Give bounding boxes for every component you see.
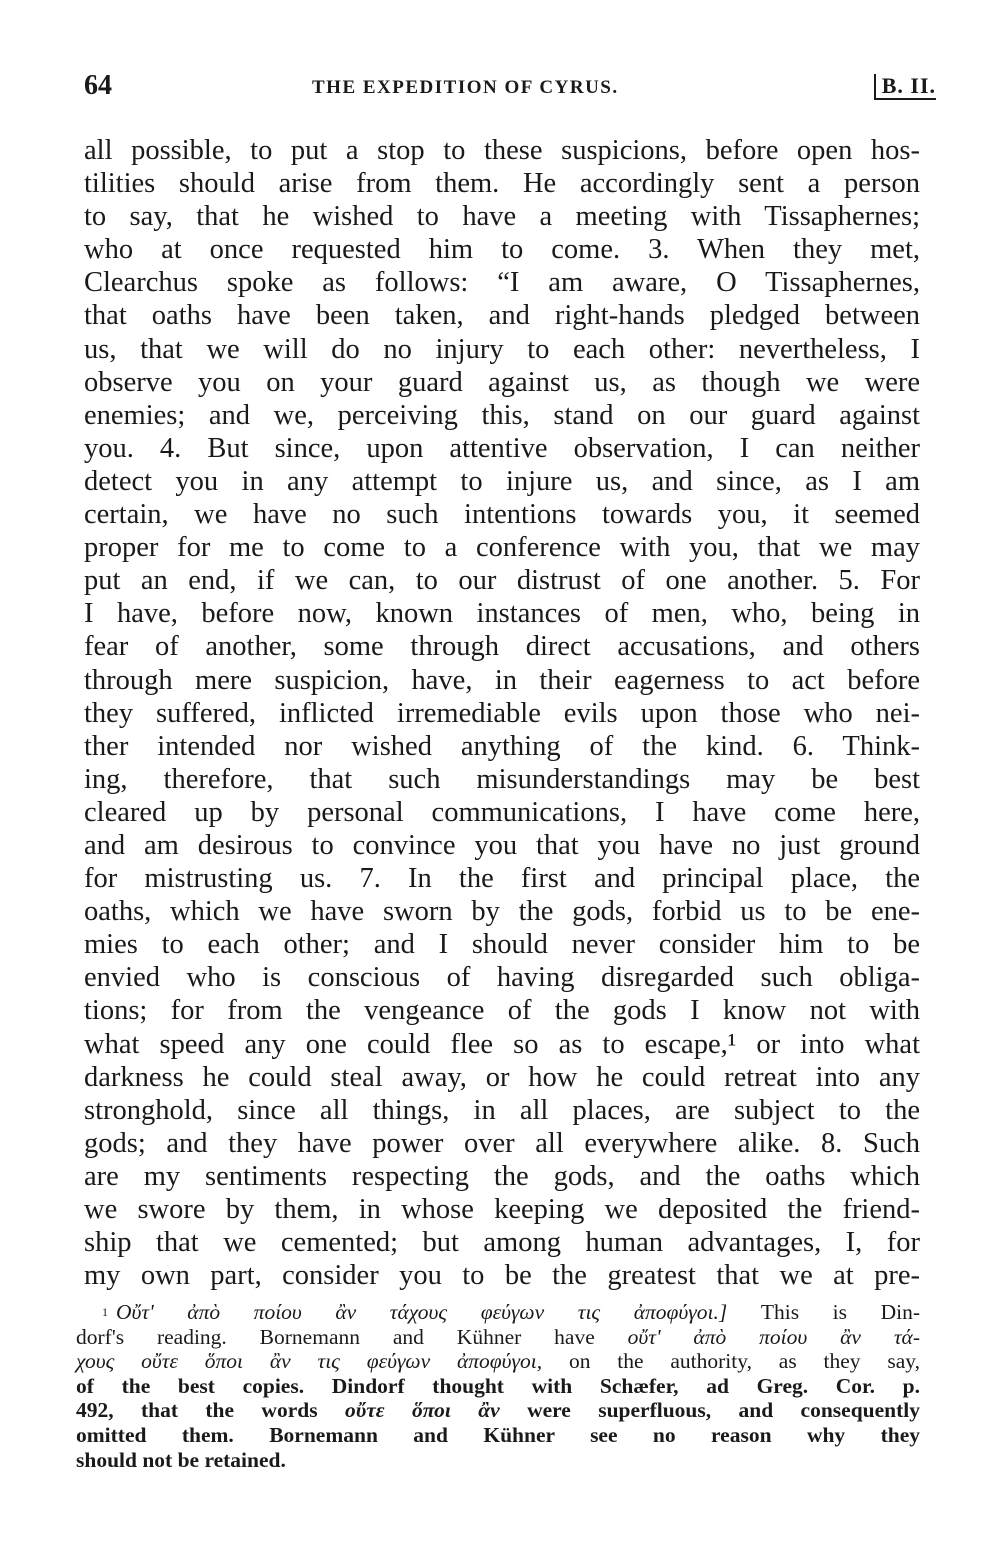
text-line: you. 4. But since, upon attentive observation, I can neither xyxy=(84,432,920,464)
text-line: stronghold, since all things, in all places, are subject to the xyxy=(84,1094,920,1126)
page-header xyxy=(84,70,936,110)
footnote-text: were superfluous, and consequently xyxy=(499,1398,920,1423)
text-line: and am desirous to convince you that you have no just ground xyxy=(84,829,920,861)
text-line: put an end, if we can, to our distrust of one another. 5. For xyxy=(84,565,920,597)
text-line: gods; and they have power over all everywhere alike. 8. Such xyxy=(84,1127,920,1159)
text-line: ther intended nor wished anything of the kind. 6. Think- xyxy=(84,730,920,762)
text-line: to say, that he wished to have a meeting with Tissaphernes; xyxy=(84,201,920,233)
text-line: detect you in any attempt to injure us, and since, as I am xyxy=(84,465,920,497)
text-line: through mere suspicion, have, in their eagerness to act before xyxy=(84,664,920,696)
text-line: who at once requested him to come. 3. When they met, xyxy=(84,234,920,266)
footnote-line xyxy=(76,1349,920,1374)
text-line: observe you on your guard against us, as though we were xyxy=(84,366,920,398)
page-number: 64 xyxy=(84,70,112,101)
greek-quotation: χους οὔτε ὅποι ἂν τις φεύγων ἀποφύγοι, xyxy=(76,1349,543,1374)
text-line: proper for me to come to a conference with you, that we may xyxy=(84,532,920,564)
text-line: ing, therefore, that such misunderstandings may be best xyxy=(84,763,920,795)
greek-quotation: οὔτ' ἀπὸ ποίου ἂν τά- xyxy=(594,1324,920,1349)
text-line: darkness he could steal away, or how he could retreat into any xyxy=(84,1061,920,1093)
footnote-text: on the authority, as they say, xyxy=(542,1349,921,1374)
text-line: all possible, to put a stop to these suspicions, before open hos- xyxy=(84,135,920,166)
text-line: fear of another, some through direct accusations, and others xyxy=(84,631,920,663)
greek-quotation: οὔτε ὅποι ἂν xyxy=(344,1398,500,1423)
text-line: they suffered, inflicted irremediable evils upon those who nei- xyxy=(84,697,920,729)
book-reference: B. II. xyxy=(874,74,936,100)
text-line: for mistrusting us. 7. In the first and principal place, the xyxy=(84,863,920,895)
text-line: we swore by them, in whose keeping we deposited the friend- xyxy=(84,1194,920,1225)
footnote-line xyxy=(76,1300,920,1325)
text-line: that oaths have been taken, and right-hands pledged between xyxy=(84,300,920,332)
main-text xyxy=(84,134,920,1292)
text-line: mies to each other; and I should never consider him to be xyxy=(84,929,920,961)
text-line: envied who is conscious of having disregarded such obliga- xyxy=(84,962,920,994)
text-line: certain, we have no such intentions towards you, it seemed xyxy=(84,499,920,531)
footnote-text: 492, that the words xyxy=(76,1398,345,1423)
footnote-line: of the best copies. Dindorf thought with Schæfer, ad Greg. Cor. p. xyxy=(76,1373,920,1398)
footnote-line xyxy=(76,1398,920,1423)
text-line: us, that we will do no injury to each other: nevertheless, I xyxy=(84,333,920,365)
text-line: I have, before now, known instances of men, who, being in xyxy=(84,598,920,630)
text-line: are my sentiments respecting the gods, and the oaths which xyxy=(84,1160,920,1192)
text-line: my own part, consider you to be the greatest that we at pre- xyxy=(84,1260,920,1292)
footnote-line: omitted them. Bornemann and Kühner see no reason why they xyxy=(76,1422,920,1447)
footnote-marker: 1 xyxy=(102,1305,108,1319)
text-line: oaths, which we have sworn by the gods, forbid us to be ene- xyxy=(84,896,920,928)
footnote-line: should not be retained. xyxy=(76,1447,286,1472)
footnote xyxy=(76,1300,920,1472)
text-line: cleared up by personal communications, I have come here, xyxy=(84,796,920,828)
greek-quotation: Οὔτ' ἀπὸ ποίου ἂν τάχους φεύγων τις ἀποφύγοι.] xyxy=(116,1300,728,1324)
running-title: THE EXPEDITION OF CYRUS. xyxy=(312,77,619,98)
footnote-text: This is Din- xyxy=(727,1300,921,1324)
footnote-line xyxy=(76,1325,920,1350)
footnote-text: dorf's reading. Bornemann and Kühner have xyxy=(76,1324,595,1349)
text-line: tilities should arise from them. He accordingly sent a person xyxy=(84,168,920,200)
text-line: ship that we cemented; but among human advantages, I, for xyxy=(84,1227,920,1259)
text-line: Clearchus spoke as follows: “I am aware, O Tissaphernes, xyxy=(84,267,920,299)
text-line: enemies; and we, perceiving this, stand on our guard against xyxy=(84,399,920,431)
text-line: what speed any one could flee so as to escape,¹ or into what xyxy=(84,1028,920,1060)
text-line: tions; for from the vengeance of the gods I know not with xyxy=(84,995,920,1027)
